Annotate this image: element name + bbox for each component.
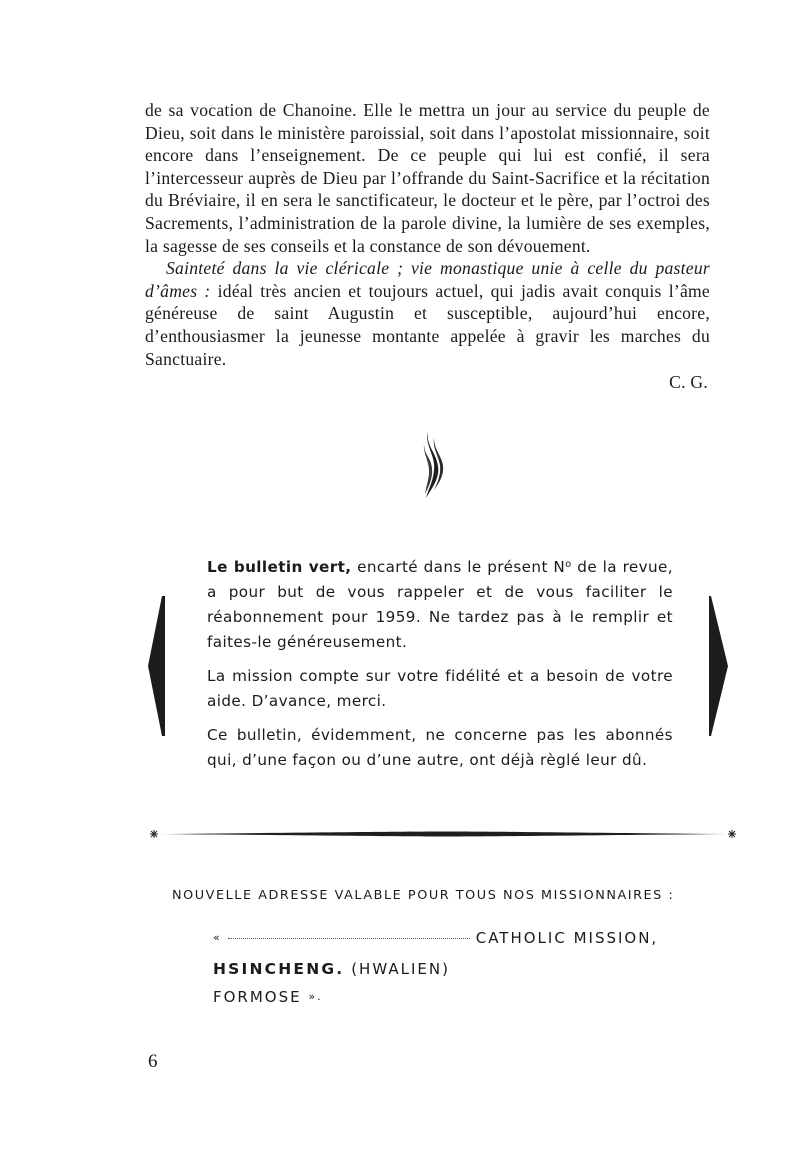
right-triangle-ornament-icon <box>708 596 730 736</box>
subscription-notice <box>207 552 673 773</box>
address-line-3 <box>213 988 323 1006</box>
article-italic-phrase: Sainteté dans la vie cléricale ; vie monastique unie à celle du pasteur d’âmes : <box>145 258 710 301</box>
author-signature: C. G. <box>669 372 708 393</box>
address-country: FORMOSE <box>213 988 302 1006</box>
flame-ornament-icon <box>418 430 446 500</box>
left-triangle-ornament-icon <box>146 596 166 736</box>
article-text <box>145 99 710 394</box>
right-star-icon <box>728 830 736 838</box>
address-heading: NOUVELLE ADRESSE VALABLE POUR TOUS NOS MISSIONNAIRES : <box>172 888 675 903</box>
address-mission-name: CATHOLIC MISSION, <box>475 929 659 947</box>
article-paragraph-2 <box>145 257 710 370</box>
article-paragraph-2-rest: idéal très ancien et toujours actuel, qui jadis avait conquis l’âme généreuse de saint Augustin et susceptible, aujourd’hui encore, d’enthousiasmer la jeunesse montante appelée à gravir les marches du Sanctuaire. <box>145 280 710 369</box>
left-star-icon <box>150 830 158 838</box>
address-close-quote: ». <box>308 990 323 1003</box>
page-number: 6 <box>148 1051 158 1072</box>
notice-text-b: de la revue, a pour but de vous rappeler et de vous faciliter le réabonnement pour 1959. Ne tardez pas à le remplir et faites-le généreusement. <box>207 558 674 651</box>
article-paragraph-1: de sa vocation de Chanoine. Elle le mettra un jour au service du peuple de Dieu, soit dans le ministère paroissial, soit dans l’apostolat missionnaire, soit encore dans l’enseignement. De ce peuple qui lui est confié, il sera l’intercesseur auprès de Dieu par l’offrande du Saint-Sacrifice et la récitation du Bréviaire, il en sera le sanctificateur, le docteur et le père, par l’octroi des Sacrements, l’administration de la parole divine, la lumière de ses exemples, la sagesse de ses conseils et la constance de son dévouement. <box>145 100 710 256</box>
address-line-2 <box>213 960 450 978</box>
notice-text-a: encarté dans le présent N <box>351 558 566 576</box>
address-line-1 <box>213 929 658 947</box>
decorative-rule <box>148 826 738 842</box>
address-dotted-leader <box>228 938 470 939</box>
address-open-quote: « <box>213 931 222 944</box>
notice-paragraph-3: Ce bulletin, évidemment, ne concerne pas les abonnés qui, d’une façon ou d’une autre, ont déjà règlé leur dû. <box>207 726 673 769</box>
notice-paragraph-2: La mission compte sur votre fidélité et a besoin de votre aide. D’avance, merci. <box>207 667 673 710</box>
notice-bold-lead: Le bulletin vert, <box>207 558 352 576</box>
address-district: (HWALIEN) <box>351 960 450 978</box>
address-city: HSINCHENG. <box>213 960 345 978</box>
notice-paragraph-1 <box>207 552 673 655</box>
notice-superscript: o <box>565 559 572 570</box>
